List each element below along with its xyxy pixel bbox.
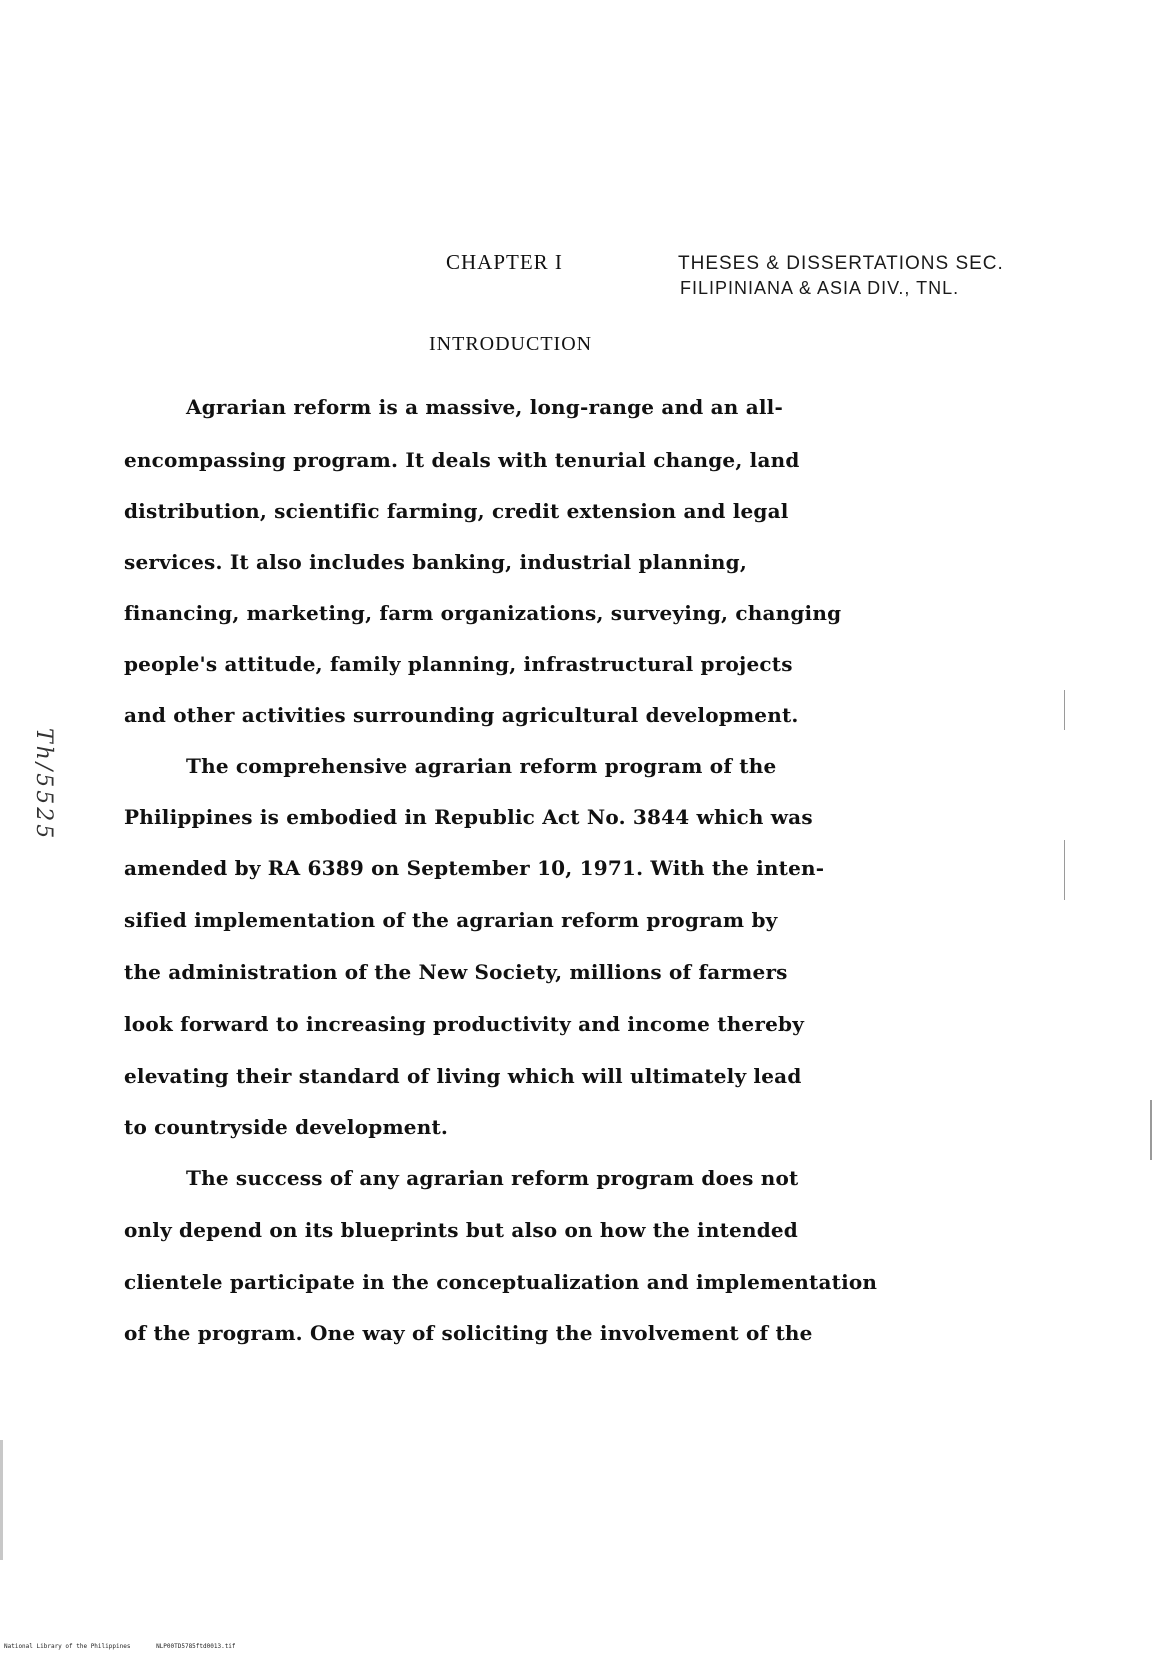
- footer-file: NLP00TD5785ftd0013.tif: [156, 1643, 236, 1650]
- body-line: to countryside development.: [124, 1115, 449, 1139]
- body-line: The success of any agrarian reform program does not: [186, 1166, 799, 1190]
- body-line: sified implementation of the agrarian reform program by: [124, 908, 778, 932]
- footer-library: National Library of the Philippines: [4, 1643, 131, 1650]
- body-line: of the program. One way of soliciting the involvement of the: [124, 1321, 813, 1345]
- body-line: look forward to increasing productivity and income thereby: [124, 1012, 805, 1036]
- chapter-title: CHAPTER I: [446, 250, 563, 274]
- section-heading: INTRODUCTION: [429, 333, 593, 355]
- body-line: people's attitude, family planning, infrastructural projects: [124, 652, 793, 676]
- library-stamp: [678, 252, 1004, 300]
- body-line: and other activities surrounding agricultural development.: [124, 703, 799, 727]
- body-line: financing, marketing, farm organizations, surveying, changing: [124, 601, 842, 625]
- body-line: distribution, scientific farming, credit extension and legal: [124, 499, 789, 523]
- body-line: clientele participate in the conceptualization and implementation: [124, 1270, 878, 1294]
- body-line: Philippines is embodied in Republic Act No. 3844 which was: [124, 805, 813, 829]
- body-line: only depend on its blueprints but also on how the intended: [124, 1218, 798, 1242]
- scan-edge-shadow: [0, 1440, 3, 1560]
- body-line: elevating their standard of living which will ultimately lead: [124, 1064, 802, 1088]
- body-line: encompassing program. It deals with tenurial change, land: [124, 448, 800, 472]
- scan-margin-mark: [1064, 690, 1065, 730]
- scan-margin-mark: [1150, 1100, 1152, 1160]
- body-line: the administration of the New Society, millions of farmers: [124, 960, 788, 984]
- stamp-line-2: FILIPINIANA & ASIA DIV., TNL.: [680, 278, 960, 298]
- scan-margin-mark: [1064, 840, 1065, 900]
- body-line: services. It also includes banking, industrial planning,: [124, 550, 748, 574]
- handwritten-note: Th/5525: [31, 728, 56, 842]
- body-line: The comprehensive agrarian reform program of the: [186, 754, 777, 778]
- scan-footer: [4, 1643, 236, 1650]
- body-line: amended by RA 6389 on September 10, 1971. With the inten-: [124, 856, 825, 880]
- body-line: Agrarian reform is a massive, long-range and an all-: [186, 395, 783, 419]
- stamp-line-1: THESES & DISSERTATIONS SEC.: [678, 253, 1004, 274]
